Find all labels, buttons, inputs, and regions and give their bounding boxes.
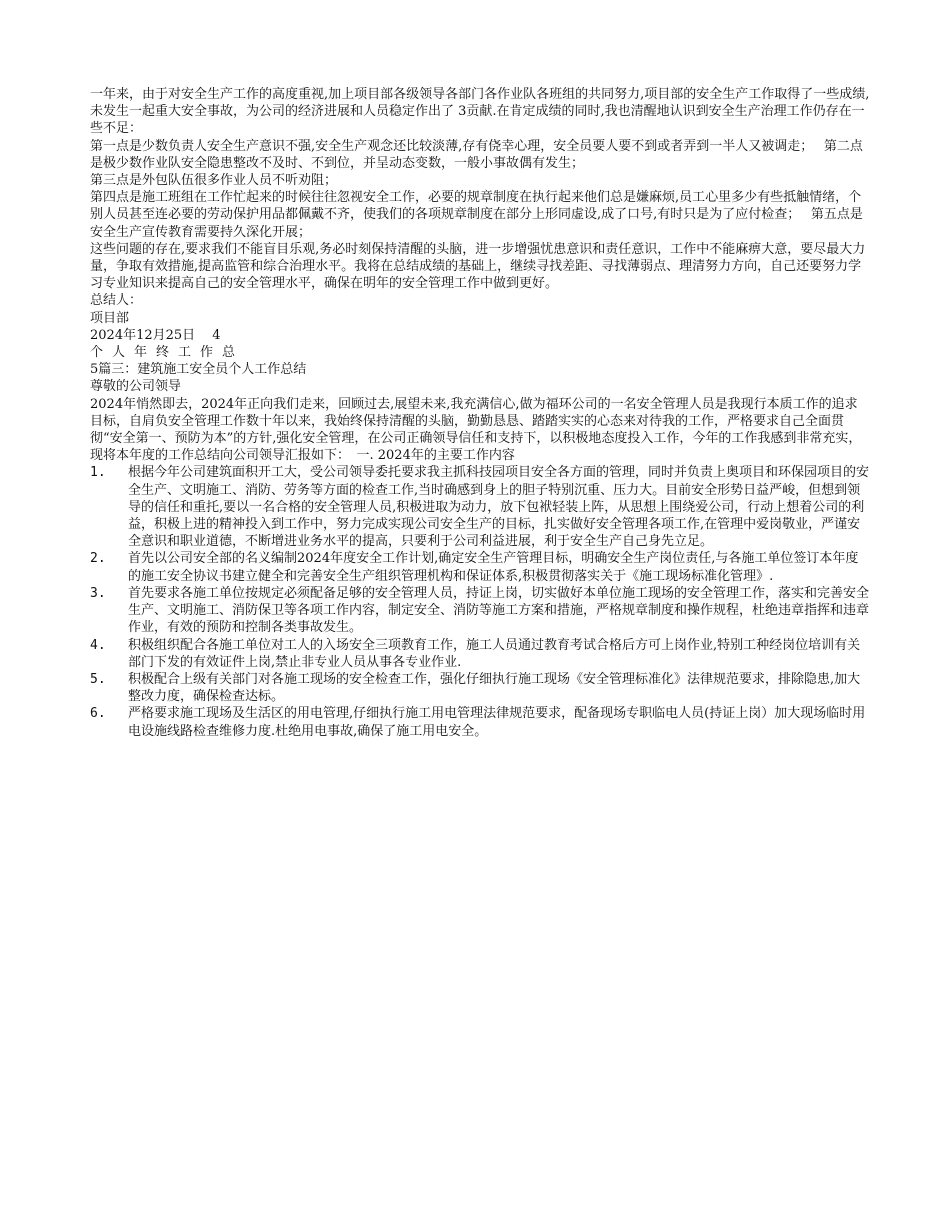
salutation: 尊敬的公司领导 [90,379,182,395]
spaced-title: 个人年终工作总 [90,345,245,361]
summary-paragraph-2: 第一点是少数负责人安全生产意识不强,安全生产观念还比较淡薄,存有侥幸心理，安全员要人要不到或者弄到一半人又被调走； 第二点是极少数作业队安全隐患整改不及时、不到位，并呈动态变数，一般小事故偶有发生； [90,138,863,171]
list-item-text: 积极组织配合各施工单位对工人的入场安全三项教育工作，施工人员通过教育考试合格后方可上岗作业,特别工种经岗位培训有关部门下发的有效证件上岗,禁止非专业人员从事各专业作业. [128,637,861,670]
list-item [90,671,870,705]
summary-paragraph-4: 第四点是施工班组在工作忙起来的时候往往忽视安全工作，必要的规章制度在执行起来他们总是嫌麻烦,员工心里多少有些抵触情绪，个别人员甚至连必要的劳动保护用品都佩戴不齐，使我们的各项规章制度在部分上形同虚设,成了口号,有时只是为了应付检查； 第五点是安全生产宣传教育需要持久深化开展； [90,190,863,240]
signer-department: 项目部 [90,310,130,326]
intro-paragraph: 2024年悄然即去，2024年正向我们走来，回顾过去,展望未来,我充满信心,做为福环公司的一名安全管理人员是我现行本质工作的追求目标，自肩负安全管理工作数十年以来，我始终保持清醒的头脑，勤勤恳恳、踏踏实实的心态来对待我的工作，严格要求自己全面贯彻“安全第一、预防为本”的方针,强化安全管理，在公司正确领导信任和支持下，以积极地态度投入工作，今年的工作我感到非常充实，现将本年度的工作总结向公司领导汇报如下： 一. 2024年的主要工作内容 [90,396,862,464]
section-heading: 5篇三：建筑施工安全员个人工作总结 [90,362,307,378]
list-item-number: 3. [90,585,106,601]
list-item-number: 1. [90,465,106,481]
summary-paragraph-5: 这些问题的存在,要求我们不能盲目乐观,务必时刻保持清醒的头脑，进一步增强忧患意识和责任意识，工作中不能麻痹大意，要尽最大力量，争取有效措施,提高监管和综合治理水平。我将在总结成绩的基础上，继续寻找差距、寻找薄弱点、理清努力方向，自己还要努力学习专业知识来提高自己的安全管理水平，确保在明年的安全管理工作中做到更好。 [90,241,866,292]
summary-paragraph-3: 第三点是外包队伍很多作业人员不听劝阻； [90,173,338,189]
list-item-number: 5. [90,671,106,687]
list-item-text: 严格要求施工现场及生活区的用电管理,仔细执行施工用电管理法律规范要求，配备现场专职临电人员(持证上岗）加大现场临时用电设施线路检查维修力度.杜绝用电事故,确保了施工用电安全。 [128,706,866,739]
list-item [90,637,870,671]
list-item-number: 2. [90,551,106,567]
document-page [90,86,870,740]
list-item [90,464,870,550]
list-item-number: 6. [90,706,106,722]
list-item-text: 根据今年公司建筑面积开工大，受公司领导委托要求我主抓科技园项目安全各方面的管理，同时并负责上奥项目和环保园项目的安全生产、文明施工、消防、劳务等方面的检查工作,当时确感到身上的胆子特别沉重、压力大。目前安全形势日益严峻，但想到领导的信任和重托,要以一名合格的安全管理人员,积极进取为动力，放下包袱轻装上阵，从思想上围绕爱公司，行动上想着公司的利益，积极上进的精神投入到工作中，努力完成实现公司安全生产的目标，扎实做好安全管理各项工作,在管理中爱岗敬业，严谨安全意识和职业道德，不断增进业务水平的提高，只要利于公司利益进展，利于安全生产自己身先立足。 [128,465,870,550]
list-item [90,585,870,637]
signer-label: 总结人： [90,293,143,309]
list-item [90,705,870,739]
list-item-text: 首先以公司安全部的名义编制2024年度安全工作计划,确定安全生产管理目标，明确安全生产岗位责任,与各施工单位签订本年度的施工安全协议书建立健全和完善安全生产组织管理机构和保证体系,积极贯彻落实关于《施工现场标准化管理》. [128,551,859,584]
work-content-list [90,464,870,739]
list-item [90,550,870,584]
list-item-number: 4. [90,637,106,653]
signature-date: 2024年12月25日 4 [90,327,221,343]
summary-paragraph-1: 一年来，由于对安全生产工作的高度重视,加上项目部各级领导各部门各作业队各班组的共同努力,项目部的安全生产工作取得了一些成绩,未发生一起重大安全事故，为公司的经济进展和人员稳定作出了 3贡献.在肯定成绩的同时,我也清醒地认识到安全生产治理工作仍存在一些不足： [90,87,870,137]
list-item-text: 积极配合上级有关部门对各施工现场的安全检查工作，强化仔细执行施工现场《安全管理标准化》法律规范要求，排除隐患,加大整改力度，确保检查达标。 [128,671,861,705]
list-item-text: 首先要求各施工单位按规定必须配备足够的安全管理人员，持证上岗，切实做好本单位施工现场的安全管理工作，落实和完善安全生产、文明施工、消防保卫等各项工作内容，制定安全、消防等施工方案和措施，严格规章制度和操作规程，杜绝违章指挥和违章作业，有效的预防和控制各类事故发生。 [128,585,870,636]
